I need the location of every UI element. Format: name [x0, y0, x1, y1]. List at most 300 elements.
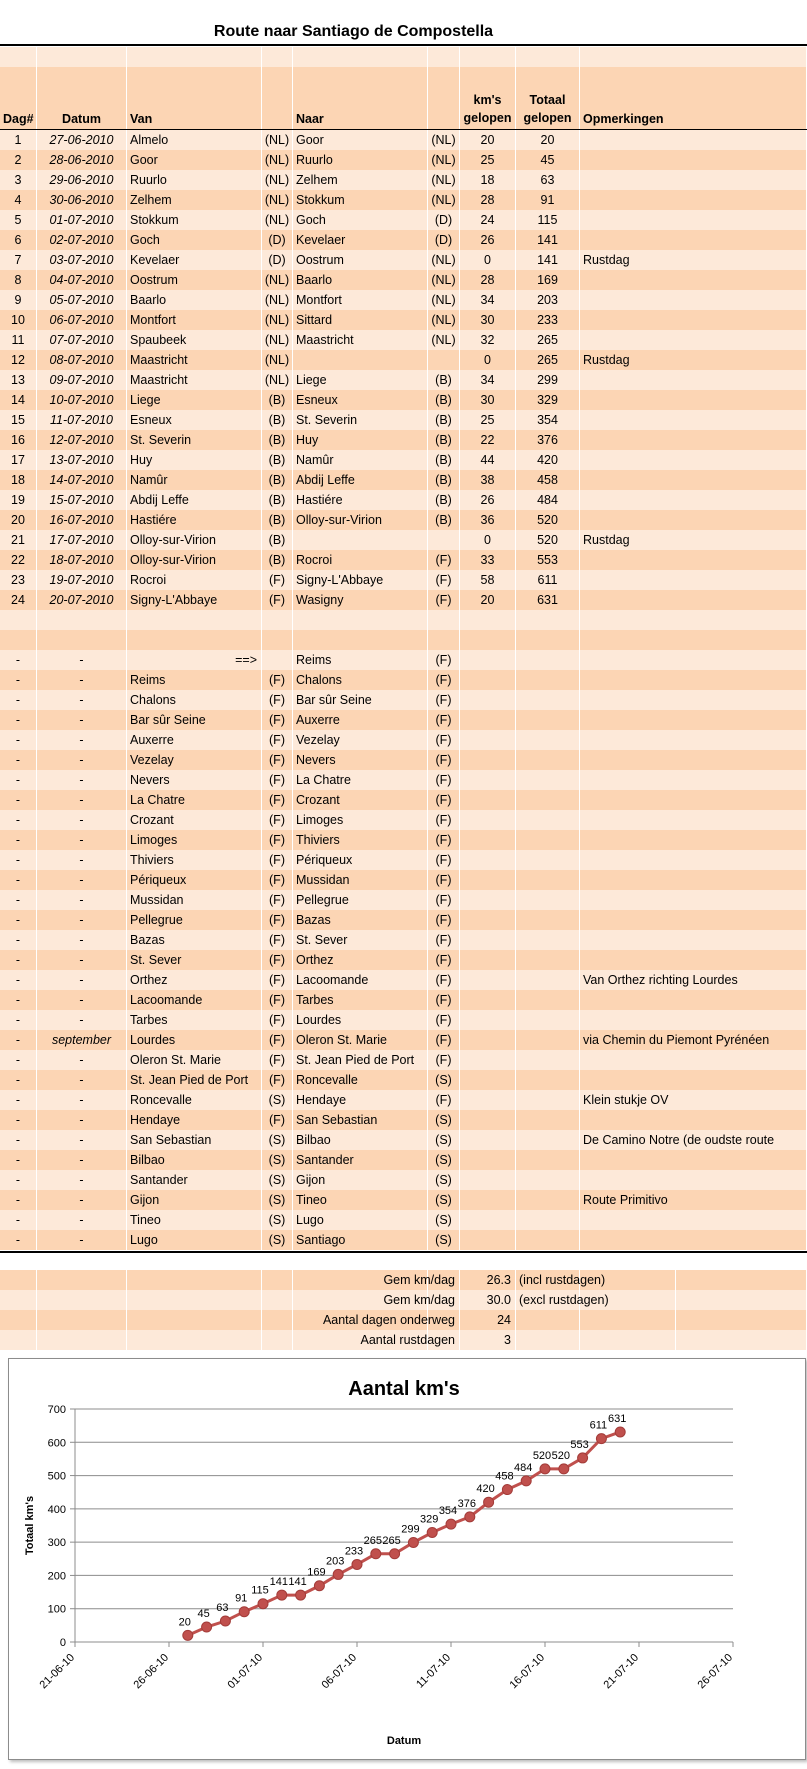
data-point [559, 1464, 569, 1474]
day-row [0, 210, 807, 230]
day-row [0, 270, 807, 290]
title-row [0, 20, 807, 44]
grid-cell [37, 1270, 127, 1290]
day-to: Goor [293, 130, 428, 150]
plan-from-country [262, 650, 293, 670]
grid-cell [460, 1170, 516, 1190]
plan-row [0, 1130, 807, 1150]
day-from-country: (B) [262, 390, 293, 410]
plan-from: Mussidan [127, 890, 262, 910]
day-from-country: (NL) [262, 270, 293, 290]
spacer-row [0, 47, 807, 67]
data-label: 420 [476, 1483, 495, 1496]
grid-cell [0, 47, 37, 67]
plan-row [0, 930, 807, 950]
day-from: Spaubeek [127, 330, 262, 350]
grid-cell [580, 630, 807, 650]
day-from-country: (NL) [262, 330, 293, 350]
grid-cell [516, 710, 580, 730]
plan-day: - [0, 1070, 37, 1090]
day-date: 12-07-2010 [37, 430, 127, 450]
plan-row [0, 670, 807, 690]
plan-from-country: (S) [262, 1170, 293, 1190]
day-number: 23 [0, 570, 37, 590]
day-total: 553 [516, 550, 580, 570]
plan-from: Bar sûr Seine [127, 710, 262, 730]
plan-from: Tarbes [127, 1010, 262, 1030]
day-total: 520 [516, 530, 580, 550]
data-point [540, 1464, 550, 1474]
day-number: 1 [0, 130, 37, 150]
day-row [0, 130, 807, 150]
day-remark [580, 130, 807, 150]
plan-to-country: (F) [428, 670, 460, 690]
day-row [0, 150, 807, 170]
plan-to-country: (F) [428, 1050, 460, 1070]
data-point [220, 1616, 230, 1626]
grid-cell [262, 67, 293, 129]
data-label: 141 [269, 1576, 288, 1589]
day-number: 22 [0, 550, 37, 570]
day-date: 08-07-2010 [37, 350, 127, 370]
plan-remark [580, 710, 807, 730]
day-from-country: (D) [262, 230, 293, 250]
plan-to-country: (S) [428, 1150, 460, 1170]
plan-from: Roncevalle [127, 1090, 262, 1110]
plan-to: Bar sûr Seine [293, 690, 428, 710]
plan-row [0, 1070, 807, 1090]
grid-cell [516, 1190, 580, 1210]
day-from-country: (NL) [262, 370, 293, 390]
plan-date: - [37, 1050, 127, 1070]
plan-remark: De Camino Notre (de oudste route [580, 1130, 807, 1150]
day-from: Olloy-sur-Virion [127, 530, 262, 550]
day-from: Kevelaer [127, 250, 262, 270]
header-naar: Naar [293, 109, 428, 129]
plan-from: Oleron St. Marie [127, 1050, 262, 1070]
y-axis-title: Totaal km's [24, 1495, 36, 1556]
plan-from-country: (F) [262, 950, 293, 970]
day-to: Hastiére [293, 490, 428, 510]
grid-cell [460, 970, 516, 990]
plan-to: Santiago [293, 1230, 428, 1250]
data-label: 376 [457, 1497, 476, 1510]
plan-row [0, 1170, 807, 1190]
summary-row [0, 1310, 807, 1330]
summary-label: Gem km/dag [262, 1290, 460, 1310]
plan-date: - [37, 1090, 127, 1110]
day-number: 3 [0, 170, 37, 190]
grid-cell [37, 1330, 127, 1350]
day-row [0, 550, 807, 570]
day-date: 02-07-2010 [37, 230, 127, 250]
day-remark [580, 190, 807, 210]
grid-cell [516, 970, 580, 990]
data-label: 458 [495, 1470, 514, 1483]
day-to [293, 350, 428, 370]
line-chart [9, 1359, 805, 1759]
plan-day: - [0, 930, 37, 950]
plan-from: San Sebastian [127, 1130, 262, 1150]
plan-from: Chalons [127, 690, 262, 710]
plan-from: St. Sever [127, 950, 262, 970]
day-row [0, 190, 807, 210]
header-totaal-line2: gelopen [523, 111, 572, 125]
day-from: Olloy-sur-Virion [127, 550, 262, 570]
plan-date: - [37, 1130, 127, 1150]
day-date: 05-07-2010 [37, 290, 127, 310]
plan-row [0, 750, 807, 770]
day-from-country: (NL) [262, 210, 293, 230]
day-from-country: (B) [262, 510, 293, 530]
plan-from: ==> [127, 650, 262, 670]
grid-cell [460, 790, 516, 810]
day-total: 420 [516, 450, 580, 470]
plan-row [0, 810, 807, 830]
day-to-country: (B) [428, 430, 460, 450]
plan-date: - [37, 670, 127, 690]
day-from-country: (B) [262, 450, 293, 470]
day-date: 14-07-2010 [37, 470, 127, 490]
plan-remark [580, 990, 807, 1010]
plan-date: - [37, 810, 127, 830]
grid-cell [37, 47, 127, 67]
day-date: 13-07-2010 [37, 450, 127, 470]
plan-to: Hendaye [293, 1090, 428, 1110]
day-to [293, 530, 428, 550]
plan-row [0, 890, 807, 910]
summary-note [516, 1330, 676, 1350]
plan-from: St. Jean Pied de Port [127, 1070, 262, 1090]
plan-day: - [0, 790, 37, 810]
day-to: Huy [293, 430, 428, 450]
day-from-country: (NL) [262, 150, 293, 170]
data-label: 141 [288, 1576, 307, 1589]
day-date: 15-07-2010 [37, 490, 127, 510]
plan-date: - [37, 890, 127, 910]
header-totaal [516, 91, 580, 129]
day-date: 30-06-2010 [37, 190, 127, 210]
grid-cell [460, 810, 516, 830]
day-date: 29-06-2010 [37, 170, 127, 190]
plan-from: Thiviers [127, 850, 262, 870]
day-to-country: (B) [428, 510, 460, 530]
data-point [277, 1590, 287, 1600]
plan-day: - [0, 730, 37, 750]
plan-date: - [37, 910, 127, 930]
day-total: 458 [516, 470, 580, 490]
grid-cell [580, 610, 807, 630]
grid-cell [516, 610, 580, 630]
plan-from-country: (F) [262, 970, 293, 990]
plan-from-country: (F) [262, 850, 293, 870]
plan-from-country: (F) [262, 790, 293, 810]
chart-title: Aantal km's [348, 1378, 460, 1400]
plan-row [0, 690, 807, 710]
day-to-country: (NL) [428, 170, 460, 190]
day-from-country: (D) [262, 250, 293, 270]
plan-from-country: (F) [262, 750, 293, 770]
y-tick-label: 0 [59, 1637, 66, 1649]
grid-cell [460, 690, 516, 710]
day-from: Stokkum [127, 210, 262, 230]
plan-remark [580, 850, 807, 870]
day-total: 63 [516, 170, 580, 190]
day-to: Oostrum [293, 250, 428, 270]
day-row [0, 170, 807, 190]
data-point [484, 1497, 494, 1507]
day-number: 20 [0, 510, 37, 530]
data-point [408, 1537, 418, 1547]
plan-row [0, 950, 807, 970]
day-remark: Rustdag [580, 350, 807, 370]
day-km: 30 [460, 310, 516, 330]
grid-cell [580, 47, 807, 67]
plan-to-country: (S) [428, 1210, 460, 1230]
plan-to: Bazas [293, 910, 428, 930]
day-km: 38 [460, 470, 516, 490]
day-total: 169 [516, 270, 580, 290]
plan-to-country: (F) [428, 1010, 460, 1030]
plan-date: - [37, 750, 127, 770]
plan-row [0, 1190, 807, 1210]
plan-day: - [0, 770, 37, 790]
grid-cell [516, 990, 580, 1010]
day-to: Olloy-sur-Virion [293, 510, 428, 530]
plan-to-country: (F) [428, 710, 460, 730]
grid-cell [516, 810, 580, 830]
day-from-country: (B) [262, 490, 293, 510]
day-to: Montfort [293, 290, 428, 310]
plan-remark [580, 1050, 807, 1070]
day-km: 18 [460, 170, 516, 190]
plan-remark [580, 670, 807, 690]
plan-to: Orthez [293, 950, 428, 970]
plan-row [0, 1010, 807, 1030]
day-km: 30 [460, 390, 516, 410]
day-from: Namûr [127, 470, 262, 490]
plan-from-country: (S) [262, 1190, 293, 1210]
plan-day: - [0, 1010, 37, 1030]
data-point [333, 1569, 343, 1579]
plan-day: - [0, 1170, 37, 1190]
grid-cell [516, 1110, 580, 1130]
summary-note: (incl rustdagen) [516, 1270, 676, 1290]
plan-to: Bilbao [293, 1130, 428, 1150]
day-date: 17-07-2010 [37, 530, 127, 550]
plan-to: Nevers [293, 750, 428, 770]
grid-cell [428, 47, 460, 67]
day-row [0, 450, 807, 470]
plan-date: september [37, 1030, 127, 1050]
day-km: 34 [460, 370, 516, 390]
plan-from-country: (F) [262, 1110, 293, 1130]
plan-from: Pellegrue [127, 910, 262, 930]
plan-to: Thiviers [293, 830, 428, 850]
grid-cell [460, 1230, 516, 1250]
plan-from-country: (S) [262, 1090, 293, 1110]
data-label: 169 [307, 1566, 326, 1579]
day-from-country: (B) [262, 430, 293, 450]
day-row [0, 370, 807, 390]
grid-cell [460, 1210, 516, 1230]
day-remark [580, 270, 807, 290]
data-label: 520 [532, 1449, 552, 1462]
day-row [0, 510, 807, 530]
grid-cell [127, 1330, 262, 1350]
day-km: 36 [460, 510, 516, 530]
plan-to: Vezelay [293, 730, 428, 750]
summary-label: Aantal rustdagen [262, 1330, 460, 1350]
plan-remark [580, 910, 807, 930]
plan-day: - [0, 890, 37, 910]
day-to-country: (D) [428, 230, 460, 250]
day-total: 203 [516, 290, 580, 310]
plan-from-country: (F) [262, 1050, 293, 1070]
plan-remark [580, 930, 807, 950]
day-km: 44 [460, 450, 516, 470]
plan-to-country: (F) [428, 950, 460, 970]
plan-row [0, 970, 807, 990]
day-from: Oostrum [127, 270, 262, 290]
day-date: 19-07-2010 [37, 570, 127, 590]
plan-to-country: (S) [428, 1170, 460, 1190]
grid-cell [516, 730, 580, 750]
day-remark [580, 210, 807, 230]
day-remark [580, 290, 807, 310]
grid-cell [516, 1150, 580, 1170]
plan-row [0, 990, 807, 1010]
data-point [578, 1453, 588, 1463]
day-to-country: (B) [428, 410, 460, 430]
y-tick-label: 400 [47, 1503, 66, 1516]
plan-day: - [0, 650, 37, 670]
summary-row [0, 1270, 807, 1290]
day-to: Namûr [293, 450, 428, 470]
day-number: 13 [0, 370, 37, 390]
grid-cell [516, 1230, 580, 1250]
grid-cell [516, 790, 580, 810]
plan-from-country: (F) [262, 990, 293, 1010]
plan-from: Bilbao [127, 1150, 262, 1170]
plan-row [0, 710, 807, 730]
data-label: 265 [363, 1534, 382, 1547]
day-remark [580, 410, 807, 430]
day-date: 11-07-2010 [37, 410, 127, 430]
y-tick-label: 300 [47, 1537, 66, 1550]
plan-remark: via Chemin du Piemont Pyrénéen [580, 1030, 807, 1050]
grid-cell [293, 630, 428, 650]
data-label: 91 [235, 1592, 248, 1605]
summary-note: (excl rustdagen) [516, 1290, 676, 1310]
day-to-country: (F) [428, 550, 460, 570]
plan-from-country: (F) [262, 1070, 293, 1090]
data-point [465, 1512, 475, 1522]
x-tick-label: 26-06-10 [131, 1651, 172, 1692]
plan-date: - [37, 790, 127, 810]
summary-row [0, 1290, 807, 1310]
grid-cell [428, 67, 460, 129]
plan-from-country: (F) [262, 1010, 293, 1030]
day-from: Signy-L'Abbaye [127, 590, 262, 610]
day-date: 10-07-2010 [37, 390, 127, 410]
plan-remark [580, 1150, 807, 1170]
plan-from-country: (F) [262, 830, 293, 850]
plan-from-country: (F) [262, 810, 293, 830]
day-km: 26 [460, 230, 516, 250]
grid-cell [460, 1190, 516, 1210]
plan-day: - [0, 1110, 37, 1130]
plan-date: - [37, 1110, 127, 1130]
grid-cell [262, 630, 293, 650]
day-remark [580, 450, 807, 470]
grid-cell [516, 930, 580, 950]
plan-from: Lourdes [127, 1030, 262, 1050]
plan-day: - [0, 1090, 37, 1110]
grid-cell [460, 890, 516, 910]
day-date: 04-07-2010 [37, 270, 127, 290]
day-remark [580, 330, 807, 350]
grid-cell [516, 750, 580, 770]
data-point [371, 1549, 381, 1559]
day-to: Goch [293, 210, 428, 230]
summary-value: 24 [460, 1310, 516, 1330]
header-totaal-line1: Totaal [529, 93, 566, 107]
grid-cell [127, 47, 262, 67]
plan-from: Reims [127, 670, 262, 690]
day-to-country: (NL) [428, 330, 460, 350]
summary-value: 3 [460, 1330, 516, 1350]
day-total: 329 [516, 390, 580, 410]
day-from: Hastiére [127, 510, 262, 530]
day-total: 484 [516, 490, 580, 510]
day-row [0, 390, 807, 410]
day-to-country: (B) [428, 450, 460, 470]
day-from: Huy [127, 450, 262, 470]
plan-day: - [0, 950, 37, 970]
grid-cell [516, 1070, 580, 1090]
day-number: 19 [0, 490, 37, 510]
day-to-country: (NL) [428, 270, 460, 290]
data-point [239, 1607, 249, 1617]
day-row [0, 430, 807, 450]
data-point [314, 1581, 324, 1591]
day-total: 45 [516, 150, 580, 170]
day-date: 01-07-2010 [37, 210, 127, 230]
plan-from: Santander [127, 1170, 262, 1190]
day-number: 24 [0, 590, 37, 610]
grid-cell [37, 1310, 127, 1330]
day-to: Zelhem [293, 170, 428, 190]
plan-from-country: (F) [262, 1030, 293, 1050]
data-point [390, 1549, 400, 1559]
day-to: Abdij Leffe [293, 470, 428, 490]
plan-date: - [37, 1210, 127, 1230]
plan-row [0, 650, 807, 670]
plan-day: - [0, 830, 37, 850]
plan-from: Bazas [127, 930, 262, 950]
header-row [0, 67, 807, 129]
plan-to: Chalons [293, 670, 428, 690]
plan-to: Lugo [293, 1210, 428, 1230]
x-tick-label: 26-07-10 [695, 1651, 736, 1692]
grid-cell [262, 610, 293, 630]
day-remark [580, 590, 807, 610]
day-total: 611 [516, 570, 580, 590]
day-row [0, 250, 807, 270]
grid-cell [460, 750, 516, 770]
day-remark [580, 170, 807, 190]
